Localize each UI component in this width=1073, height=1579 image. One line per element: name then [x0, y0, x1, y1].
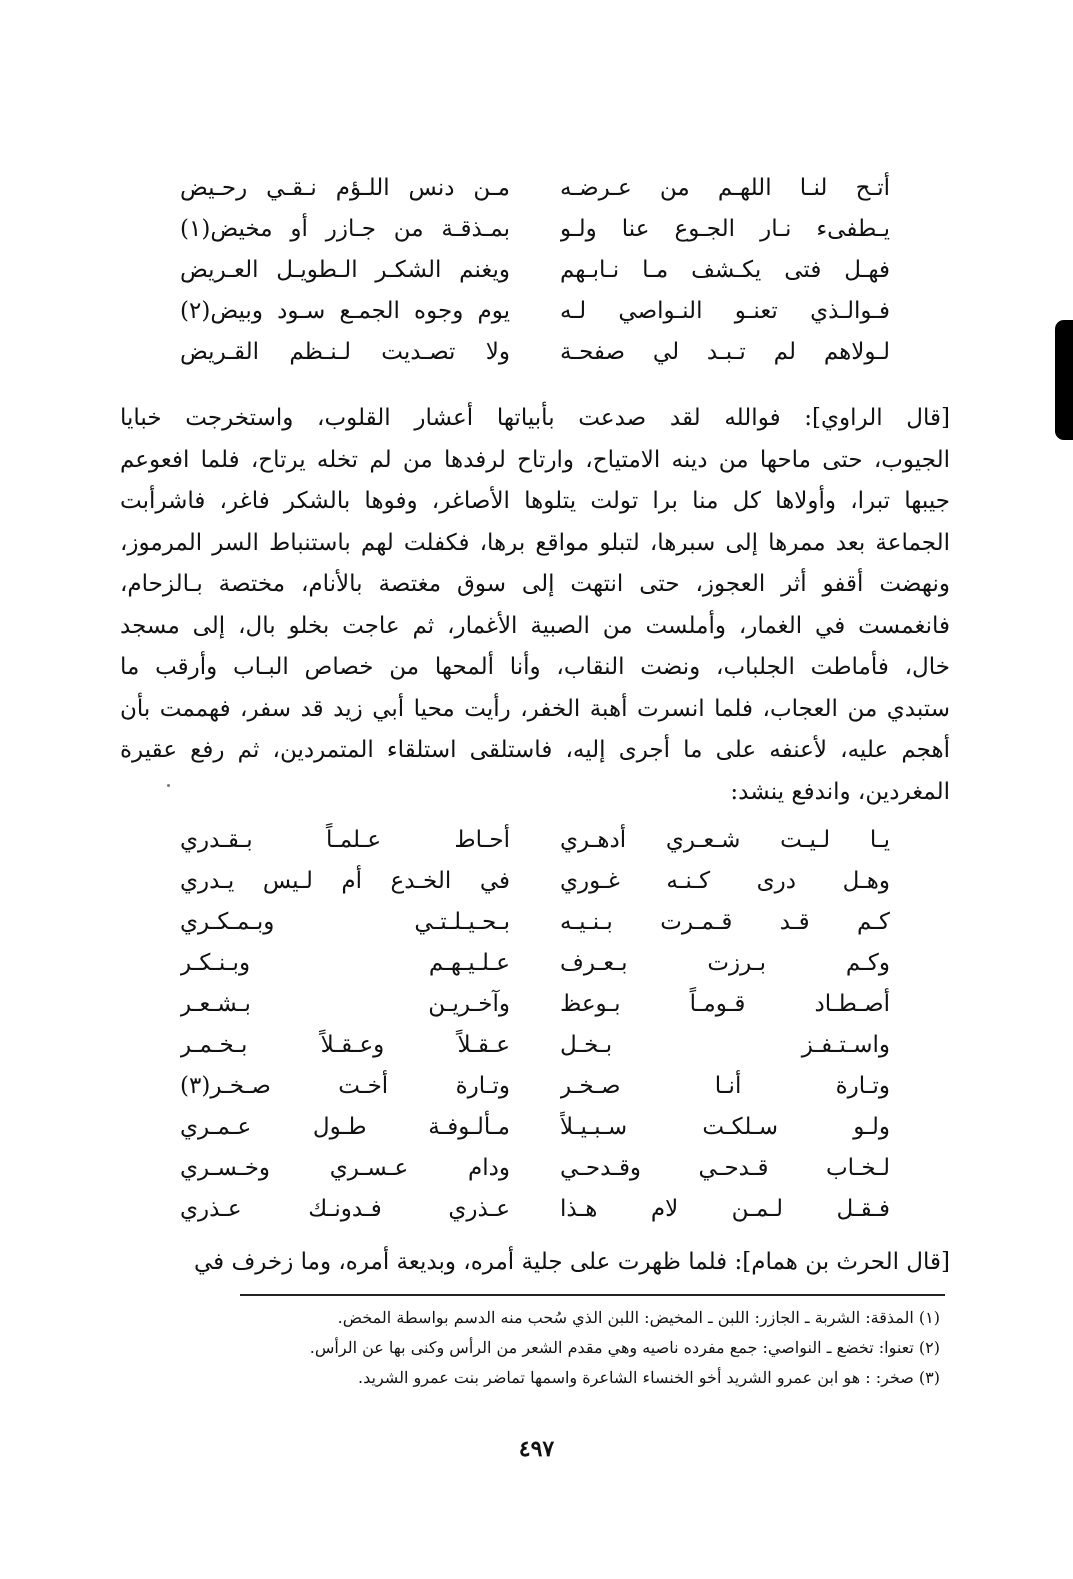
prose-line: الجيوب، حتى ماحها من دينه الامتياح، وارتاح لرفدها من لم تخله يرتاح، فلما افعوعم: [120, 446, 950, 473]
verse: [120, 250, 950, 291]
page-edge-mark: [1055, 320, 1073, 440]
hemistich-first: يـا لـيـت شـعـري أدهـري: [560, 827, 890, 853]
verse: [120, 943, 950, 984]
footnote-1: (١) المذقة: الشربة ـ الجازر: اللبن ـ المخيض: اللبن الذي سُحب منه الدسم بواسطة المخض.: [337, 1308, 940, 1327]
verse: [120, 1107, 950, 1148]
hemistich-first: وكـم بـرزت بـعـرف: [560, 950, 890, 976]
hemistich-second: يوم وجوه الجمـع سـود وبيض(٢): [180, 298, 510, 324]
hemistich-second: بـحـيـلـتـي وبـمـكـري: [180, 909, 510, 935]
hemistich-first: فـوالـذي تعنـو النـواصي لـه: [560, 298, 890, 324]
hemistich-second: وآخـريـن بـشـعـر: [180, 991, 510, 1017]
poem-1: [120, 168, 950, 373]
footnote-2: (٢) تعنوا: تخضع ـ النواصي: جمع مفرده ناصيه وهي مقدم الشعر من الرأس وكنى بها عن الرأس.: [309, 1338, 940, 1357]
hemistich-first: أصـطـاد قـومـاً بـوعظ: [560, 991, 890, 1017]
page-number: ٤٩٧: [518, 1436, 555, 1462]
hemistich-first: لـخـاب قـدحـي وقـدحـي: [560, 1155, 890, 1181]
prose-2: [120, 1242, 950, 1284]
hemistich-second: في الخـدع أم لـيس يـدري: [180, 868, 510, 894]
prose-line: الجماعة بعد ممرها إلى سبرها، لتبلو مواقع برها، فكفلت لهم باستنباط السر المرموز،: [120, 529, 950, 556]
verse: [120, 1189, 950, 1230]
hemistich-first: فـقـل لـمـن لام هـذا: [560, 1196, 890, 1222]
verse: [120, 332, 950, 373]
hemistich-second: مـألـوفـة طـول عـمـري: [180, 1114, 510, 1140]
hemistich-second: ولا تصـديت لـنـظم القـريض: [180, 339, 510, 365]
verse: [120, 861, 950, 902]
hemistich-first: واسـتـفـز بـخـل: [560, 1032, 890, 1058]
hemistich-first: فهـل فتى يكـشف مـا نـابـهم: [560, 257, 890, 283]
prose-line: [قال الراوي]: فوالله لقد صدعت بأبياتها أعشار القلوب، واستخرجت خبايا: [120, 405, 950, 431]
footnote-separator: [240, 1294, 945, 1296]
hemistich-second: أحـاط عـلمـاً بـقـدري: [180, 827, 510, 853]
hemistich-first: ولـو سـلكـت سـبـيـلاً: [560, 1114, 890, 1140]
verse: [120, 1066, 950, 1107]
hemistich-second: مـن دنس اللـؤم نـقـي رحـيض: [180, 175, 510, 201]
prose-line: فانغمست في الغمار، وأملست من الصبية الأغمار، ثم عاجت بخلو بال، إلى مسجد: [120, 612, 950, 639]
verse: [120, 209, 950, 250]
prose-1: [120, 398, 950, 813]
verse: [120, 291, 950, 332]
hemistich-second: وتـارة أخـت صـخـر(٣): [180, 1073, 510, 1099]
prose-line: خال، فأماطت الجلباب، ونضت النقاب، وأنا ألمحها من خصاص البـاب وأرقب ما: [120, 654, 950, 680]
verse: [120, 820, 950, 861]
prose-line: المغردين، واندفع ينشد:: [730, 778, 950, 805]
prose-line: ونهضت أقفو أثر العجوز، حتى انتهت إلى سوق مغتصة بالأنام، مختصة بـالزحام،: [120, 571, 950, 597]
prose-line: [قال الحرث بن همام]: فلما ظهرت على جلية أمره، وبديعة أمره، وما زخرف في: [193, 1249, 950, 1275]
hemistich-second: عـذري فـدونـك عـذري: [180, 1196, 510, 1222]
hemistich-first: وتـارة أنـا صـخـر: [560, 1073, 890, 1099]
footnote-3: (٣) صخر: : هو ابن عمرو الشريد أخو الخنساء الشاعرة واسمها تماضر بنت عمرو الشريد.: [358, 1368, 940, 1387]
hemistich-second: ودام عـسـري وخـسـري: [180, 1155, 510, 1181]
prose-line: جيبها تبرا، وأولاها كل منا برا تولت يتلوها الأصاغر، وفوها بالشكر فاغر، فاشرأبت: [120, 488, 950, 514]
verse: [120, 1148, 950, 1189]
hemistich-first: لـولاهم لم تـبـد لي صفحـة: [560, 339, 890, 365]
hemistich-second: بمـذقـة من جـازر أو مخيض(١): [180, 216, 510, 242]
verse: [120, 168, 950, 209]
prose-line: أهجم عليه، لأعنفه على ما أجرى إليه، فاستلقى استلقاء المتمردين، ثم رفع عقيرة: [120, 737, 950, 763]
hemistich-first: أتـح لنـا اللهـم من عـرضـه: [560, 175, 890, 201]
ink-speck: [167, 784, 170, 787]
poem-2: [120, 820, 950, 1230]
verse: [120, 902, 950, 943]
hemistich-first: وهـل درى كـنـه غـوري: [560, 868, 890, 894]
hemistich-first: كـم قـد قـمـرت بـنـيـه: [560, 909, 890, 935]
hemistich-second: عـقـلاً وعـقـلاً بـخـمـر: [180, 1032, 510, 1058]
hemistich-first: يـطفىء نـار الجـوع عنا ولـو: [560, 216, 890, 242]
hemistich-second: عـلـيـهـم وبـنـكـر: [180, 950, 510, 976]
verse: [120, 984, 950, 1025]
verse: [120, 1025, 950, 1066]
prose-line: ستبدي من العجاب، فلما انسرت أهبة الخفر، رأيت محيا أبي زيد قد سفر، فهممت بأن: [120, 695, 950, 722]
hemistich-second: ويغنم الشكـر الـطويـل العـريض: [180, 257, 510, 283]
footnotes: [120, 1303, 940, 1393]
